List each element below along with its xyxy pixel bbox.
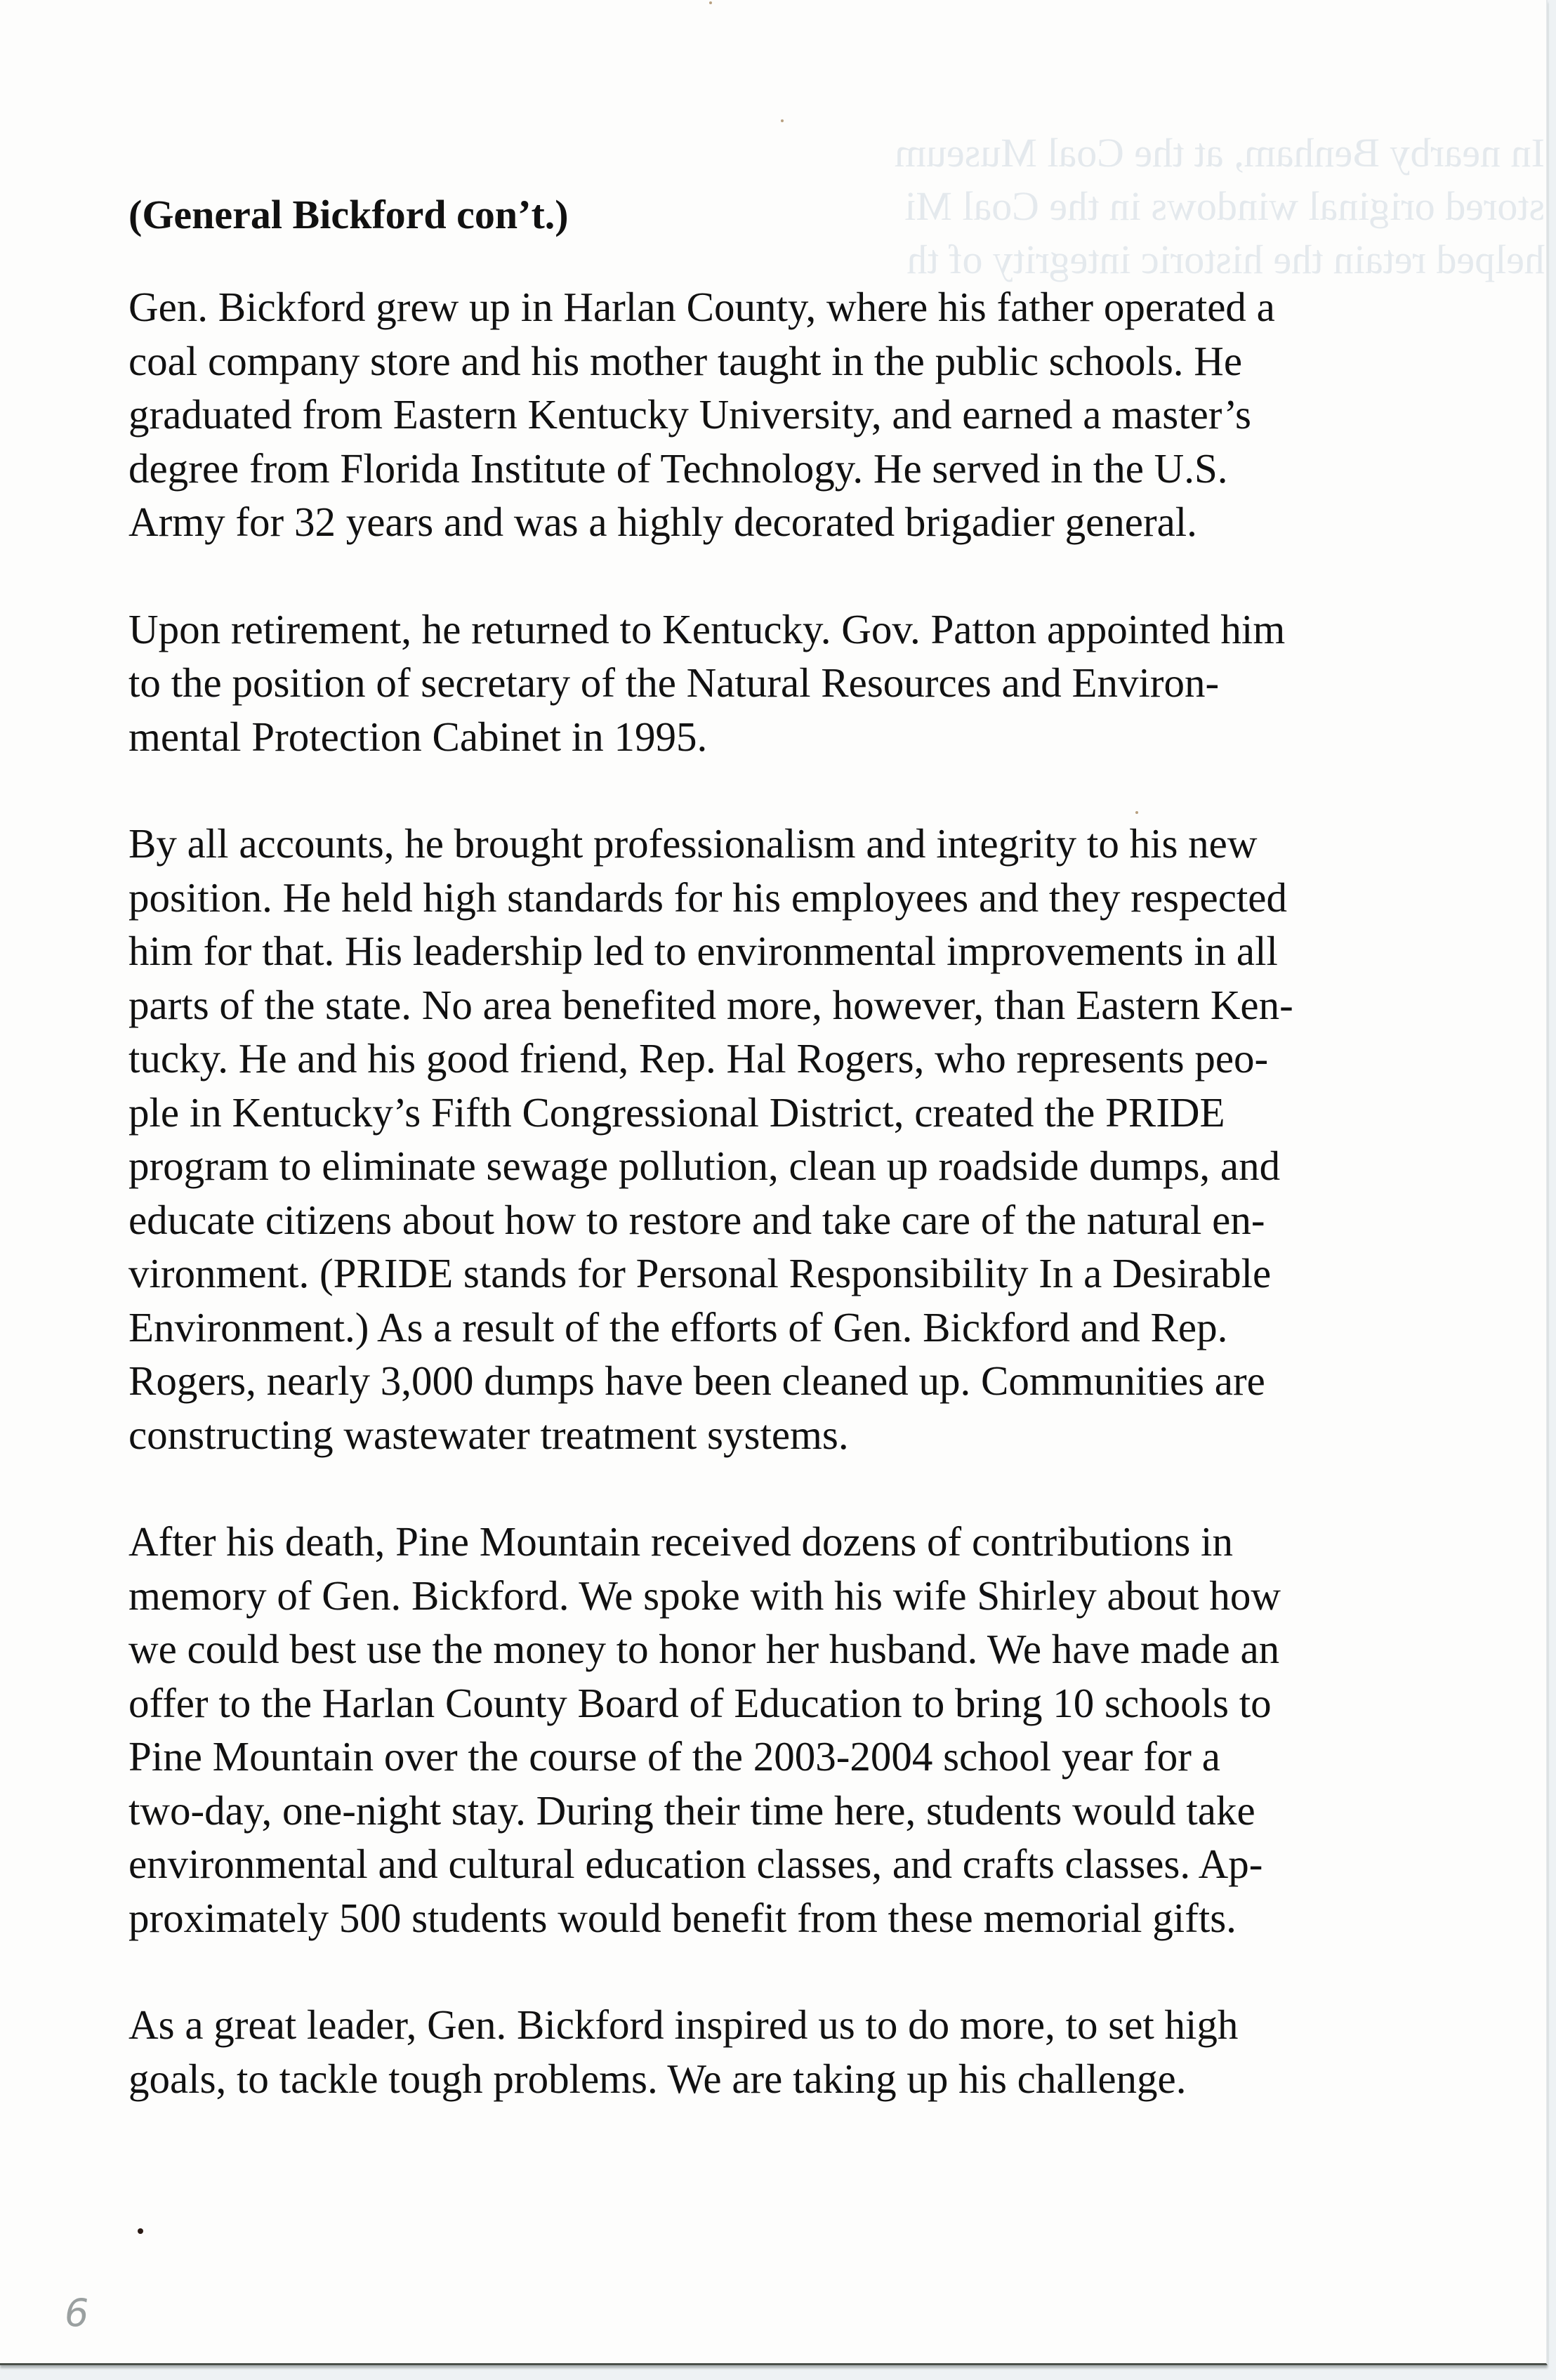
text-line: By all accounts, he brought professionalism and integrity to his new xyxy=(128,820,1258,867)
text-line: constructing wastewater treatment systems. xyxy=(128,1411,849,1458)
text-line: goals, to tackle tough problems. We are taking up his challenge. xyxy=(128,2055,1187,2102)
text-line: environmental and cultural education classes, and crafts classes. Ap- xyxy=(128,1841,1263,1887)
text-line: degree from Florida Institute of Technology. He served in the U.S. xyxy=(128,445,1228,492)
text-line: mental Protection Cabinet in 1995. xyxy=(128,713,708,760)
text-line: As a great leader, Gen. Bickford inspired us to do more, to set high xyxy=(128,2001,1239,2048)
text-line: parts of the state. No area benefited more, however, than Eastern Ken- xyxy=(128,981,1293,1028)
bleed-line: helped retain the historic integrity of th xyxy=(906,237,1545,282)
text-line: graduated from Eastern Kentucky University, and earned a master’s xyxy=(128,391,1251,438)
paragraph-leadership xyxy=(128,817,1463,1461)
paragraph-early-life xyxy=(128,280,1463,549)
text-line: program to eliminate sewage pollution, clean up roadside dumps, and xyxy=(128,1143,1281,1189)
paragraph-memorial xyxy=(128,1515,1463,1945)
scan-speck xyxy=(1135,811,1138,814)
text-line: Pine Mountain over the course of the 2003-2004 school year for a xyxy=(128,1733,1220,1780)
text-line: After his death, Pine Mountain received dozens of contributions in xyxy=(128,1518,1233,1565)
text-line: coal company store and his mother taught in the public schools. He xyxy=(128,337,1243,384)
article-body xyxy=(128,188,1463,2159)
text-line: Army for 32 years and was a highly decorated brigadier general. xyxy=(128,499,1197,545)
bleed-line: In nearby Benham, at the Coal Museum xyxy=(894,130,1545,176)
text-line: tucky. He and his good friend, Rep. Hal Rogers, who represents peo- xyxy=(128,1035,1269,1081)
ink-dot-mark xyxy=(138,2228,143,2234)
text-line: proximately 500 students would benefit from these memorial gifts. xyxy=(128,1894,1237,1941)
scan-speck xyxy=(709,1,712,4)
paragraph-closing xyxy=(128,1998,1463,2105)
text-line: Rogers, nearly 3,000 dumps have been cleaned up. Communities are xyxy=(128,1357,1265,1404)
section-heading: (General Bickford con’t.) xyxy=(128,192,569,237)
text-line: Upon retirement, he returned to Kentucky. Gov. Patton appointed him xyxy=(128,605,1286,652)
text-line: vironment. (PRIDE stands for Personal Responsibility In a Desirable xyxy=(128,1250,1272,1296)
bleed-line: stored original windows in the Coal Mi xyxy=(904,183,1545,229)
text-line: to the position of secretary of the Natural Resources and Environ- xyxy=(128,659,1220,706)
text-line: position. He held high standards for his employees and they respected xyxy=(128,874,1287,921)
text-line: educate citizens about how to restore and take care of the natural en- xyxy=(128,1196,1265,1243)
handwritten-page-number: 6 xyxy=(65,2291,89,2335)
text-line: offer to the Harlan County Board of Education to bring 10 schools to xyxy=(128,1679,1272,1726)
text-line: ple in Kentucky’s Fifth Congressional District, created the PRIDE xyxy=(128,1089,1225,1136)
scan-speck xyxy=(781,119,784,122)
text-line: we could best use the money to honor her husband. We have made an xyxy=(128,1626,1280,1672)
text-line: Environment.) As a result of the efforts of Gen. Bickford and Rep. xyxy=(128,1303,1228,1350)
paragraph-retirement xyxy=(128,603,1463,764)
text-line: memory of Gen. Bickford. We spoke with his wife Shirley about how xyxy=(128,1572,1281,1619)
text-line: Gen. Bickford grew up in Harlan County, where his father operated a xyxy=(128,284,1275,330)
text-line: him for that. His leadership led to environmental improvements in all xyxy=(128,928,1278,974)
text-line: two-day, one-night stay. During their time here, students would take xyxy=(128,1787,1255,1834)
